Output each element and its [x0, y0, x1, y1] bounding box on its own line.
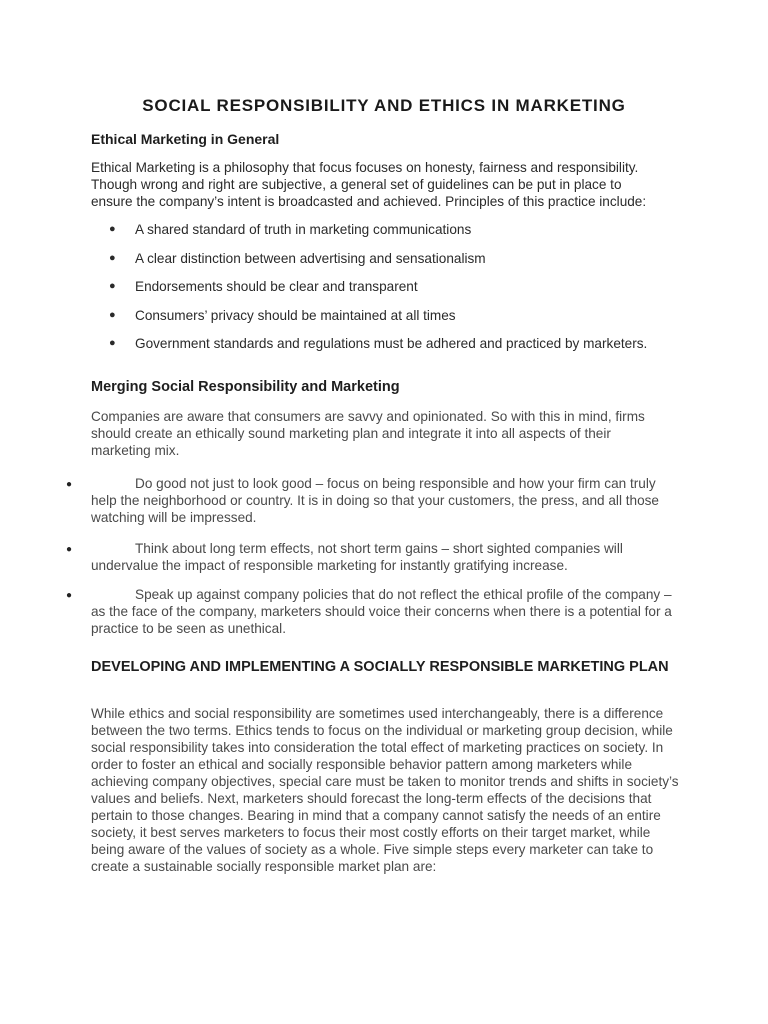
list-item: ● Government standards and regulations must be adhered and practiced by marketers. — [109, 336, 648, 351]
bullet-icon: ● — [109, 337, 116, 349]
list-item: ● Think about long term effects, not short term gains – short sighted companies will undervalue the impact of responsible marketing for instantly gratifying increase. — [66, 541, 623, 573]
document-title: SOCIAL RESPONSIBILITY AND ETHICS IN MARKETING — [142, 96, 626, 115]
bullet-icon: ● — [109, 223, 116, 235]
list-item: ● A clear distinction between advertising and sensationalism — [109, 250, 486, 266]
section-heading-merging: Merging Social Responsibility and Marketing — [91, 379, 400, 395]
list-item: ● Do good not just to look good – focus on being responsible and how your firm can truly help the neighborhood or country. It is in doing so that your customers, the press, and all those watching will be impressed. — [66, 476, 659, 525]
bullet-icon: ● — [66, 590, 73, 601]
list-item: ● Speak up against company policies that do not reflect the ethical profile of the company – as the face of the company, marketers should voice their concerns when there is a potential for a practice to be seen as unethical. — [66, 587, 672, 636]
section-intro-merging: Companies are aware that consumers are savvy and opinionated. So with this in mind, firms should create an ethically sound marketing plan and integrate it into all aspects of their marketing mix. — [91, 409, 645, 458]
bullet-icon: ● — [109, 308, 116, 321]
principles-list — [91, 221, 691, 364]
list-item: ● Consumers’ privacy should be maintained at all times — [109, 307, 456, 323]
section-heading-developing: DEVELOPING AND IMPLEMENTING A SOCIALLY RESPONSIBLE MARKETING PLAN — [91, 659, 669, 675]
list-item: ● Endorsements should be clear and transparent — [109, 279, 418, 294]
bullet-icon: ● — [109, 251, 116, 264]
section-heading-ethical-marketing: Ethical Marketing in General — [91, 131, 280, 147]
section-intro-ethical-marketing: Ethical Marketing is a philosophy that focus focuses on honesty, fairness and responsibility. Though wrong and right are subjective, a general set of guidelines can be put in place to ensure the company’s intent is broadcasted and achieved. Principles of this practice include: — [91, 160, 647, 209]
section-body-developing: While ethics and social responsibility are sometimes used interchangeably, there is a difference between the two terms. Ethics tends to focus on the individual or marketing group decision, while social responsibility takes into consideration the total effect of marketing practices on society. In order to foster an ethical and socially responsible behavior pattern among marketers while achieving company objectives, special care must be taken to monitor trends and shifts in society’s values and beliefs. Next, marketers should forecast the long-term effects of the decisions that pertain to those changes. Bearing in mind that a company cannot satisfy the needs of an entire society, it best serves marketers to focus their most costly efforts on their target market, while being aware of the values of society as a whole. Five simple steps every marketer can take to create a sustainable socially responsible market plan are: — [91, 706, 679, 874]
bullet-icon: ● — [66, 544, 73, 555]
list-item: ● A shared standard of truth in marketing communications — [109, 222, 472, 237]
bullet-icon: ● — [109, 280, 116, 292]
bullet-icon: ● — [66, 479, 73, 490]
